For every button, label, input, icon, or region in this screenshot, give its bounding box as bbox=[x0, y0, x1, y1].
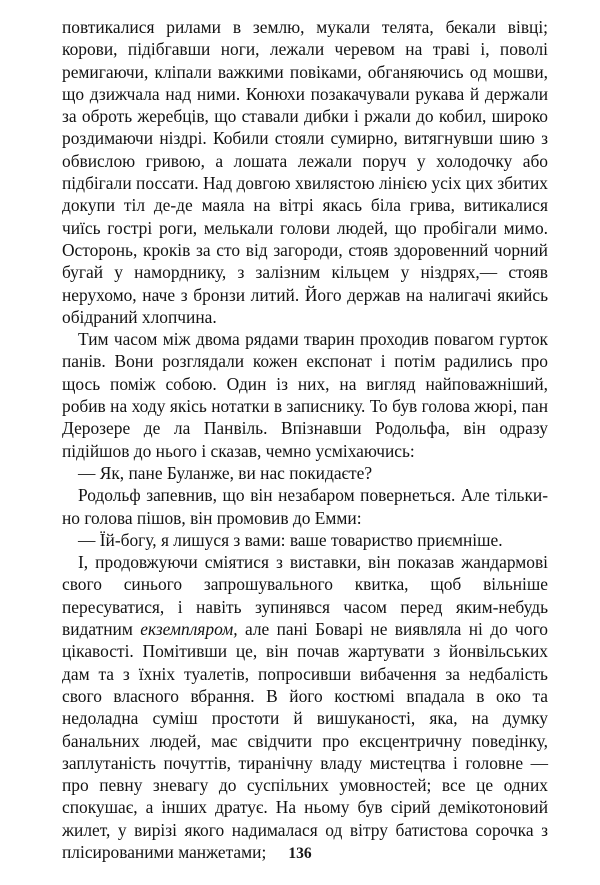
text-before-emphasis: І, продовжуючи сміятися з виставки, він показав жандармові свого синього запрошувального квитка, щоб вільніше пересуватися, і навіть зупинявся часом перед яким-небудь видатним bbox=[62, 552, 548, 640]
dialogue-line-president: — Як, пане Буланже, ви нас покидаєте? bbox=[78, 462, 373, 483]
paragraph-rodolphe-costume bbox=[62, 551, 548, 863]
dialogue-line-rodolphe: — Їй-богу, я лишуся з вами: ваше товариство приємніше. bbox=[78, 529, 503, 550]
paragraph-livestock-description: повтикалися рилами в землю, мукали телята, бекали вівці; корови, підібгавши ноги, лежали черевом на траві і, поволі ремигаючи, кліпали важкими повіками, обганяючись од мошви, що дзижчала над ними. Конюхи позакачували рукава й держали за оброть жеребців, що ставали дибки і ржали до кобил, широко роздимаючи ніздрі. Кобили стояли сумирно, витягнувши шию з обвислою гривою, а лошата лежали поруч у холодочку або підбігали поссати. Над довгою хвилястою лінією усіх цих збитих докупи тіл де-де маяла на вітрі якась біла грива, витикалися чиїсь гострі роги, мелькали голови людей, що пробігали мимо. Осторонь, кроків за сто від загороди, стояв здоровенний чорний бугай у наморднику, з залізним кільцем у ніздрях,— стояв нерухомо, наче з бронзи литий. Його держав на налигачі якийсь обідраний хлопчина. bbox=[62, 17, 548, 327]
paragraph-rodolphe-reply: Родольф запевнив, що він незабаром повернеться. Але тільки-но голова пішов, він промовив до Емми: bbox=[62, 485, 548, 528]
paragraph-jury-walk: Тим часом між двома рядами тварин проходив повагом гурток панів. Вони розглядали кожен експонат і потім радились про щось поміж собою. Один із них, на вигляд найповажніший, робив на ходу якісь нотатки в записнику. То був голова жюрі, пан Дерозере де ла Панвіль. Впізнавши Родольфа, він одразу підійшов до нього і сказав, чемно усміхаючись: bbox=[62, 329, 548, 461]
page-number: 136 bbox=[288, 845, 312, 862]
emphasized-word: екземпляром, bbox=[140, 619, 238, 640]
body-text bbox=[62, 16, 548, 863]
text-after-emphasis: але пані Боварі не виявляла ні до чого цікавості. Помітивши це, він почав жартувати з йонвільських дам та з їхніх туалетів, попросивши вибачення за недбалість свого власного вбрання. В його костюмі впадала в око та недоладна суміш простоти й вишуканості, яка, на думку банальних людей, має свідчити про ексцентричну поведінку, заплутаність почуттів, тиранічну владу мистецтва і головне — про певну зневагу до суспільних умовностей; все це одних спокушає, а інших дратує. На ньому був сірий демікотоновий жилет, у вирізі якого надималася од вітру батистова сорочка з плісированими манжетами; bbox=[62, 619, 548, 862]
